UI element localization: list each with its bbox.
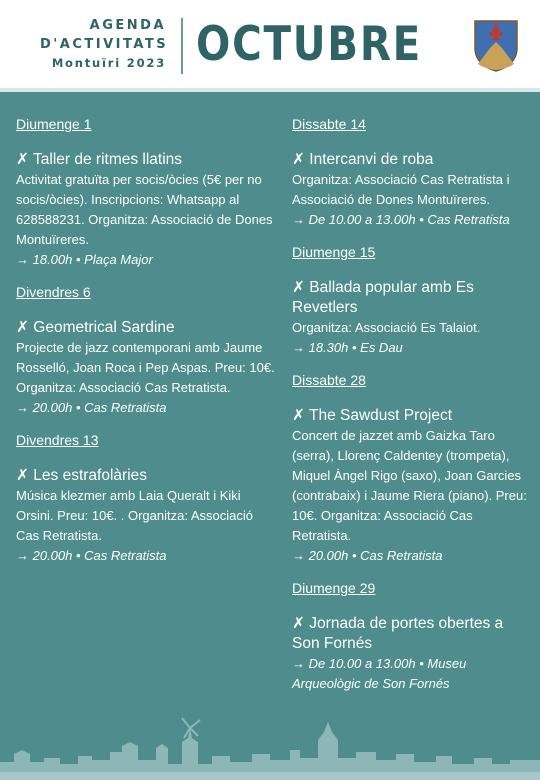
event-title: ✗ Geometrical Sardine — [16, 319, 175, 336]
event-entry — [16, 430, 278, 566]
event-description: Activitat gratuïta per socis/òcies (5€ per no socis/òcies). Inscripcions: Whatsapp al 628588231. Organitza: Associació de Dones Montuïreres. — [16, 172, 273, 247]
event-day: Diumenge 29 — [292, 580, 376, 596]
coat-of-arms-icon — [472, 18, 520, 72]
header-rule — [0, 88, 540, 92]
village-skyline-illustration — [0, 710, 540, 780]
left-column — [16, 114, 278, 578]
event-description: Música klezmer amb Laia Queralt i Kiki Orsini. Preu: 10€. . Organitza: Associació Cas Retratista. — [16, 488, 253, 543]
event-title: ✗ Intercanvi de roba — [292, 151, 434, 168]
event-entry — [16, 114, 278, 270]
event-entry — [292, 114, 532, 230]
event-day: Divendres 13 — [16, 432, 99, 448]
event-time-place: → De 10.00 a 13.00h • Cas Retratista — [292, 212, 510, 227]
event-day: Diumenge 15 — [292, 244, 376, 260]
event-description: Organitza: Associació Cas Retratista i Associació de Dones Montuïreres. — [292, 172, 510, 207]
event-time-place: → 18.30h • Es Dau — [292, 340, 403, 355]
event-time-place: → De 10.00 a 13.00h • Museu Arqueològic de Son Fornés — [292, 656, 467, 691]
event-time-place: → 18.00h • Plaça Major — [16, 252, 153, 267]
header — [0, 0, 540, 90]
event-time-place: → 20.00h • Cas Retratista — [16, 548, 167, 563]
event-description: Concert de jazzet amb Gaizka Taro (serra), Llorenç Caldentey (trompeta), Miquel Àngel Rigo (saxo), Joan Garcies (contrabaix) i Jaume Riera (piano). Preu: 10€. Organitza: Associació Cas Retratista. — [292, 428, 527, 543]
agenda-subtitle: D'ACTIVITATS — [40, 37, 169, 52]
event-entry — [292, 242, 532, 358]
event-day: Diumenge 1 — [16, 116, 92, 132]
event-title: ✗ Jornada de portes obertes a Son Fornés — [292, 615, 504, 652]
event-title: ✗ Les estrafolàries — [16, 467, 148, 484]
event-day: Dissabte 28 — [292, 372, 366, 388]
agenda-location-year: Montuïri 2023 — [51, 56, 166, 70]
month-title: OCTUBRE — [196, 17, 423, 72]
event-entry — [292, 370, 532, 566]
event-description: Organitza: Associació Es Talaiot. — [292, 320, 481, 335]
event-time-place: → 20.00h • Cas Retratista — [16, 400, 167, 415]
right-column — [292, 114, 532, 706]
event-entry — [292, 578, 532, 694]
agenda-title: AGENDA — [89, 18, 166, 33]
event-day: Dissabte 14 — [292, 116, 366, 132]
event-time-place: → 20.00h • Cas Retratista — [292, 548, 443, 563]
event-day: Divendres 6 — [16, 284, 91, 300]
event-title: ✗ The Sawdust Project — [292, 407, 453, 424]
header-divider — [181, 18, 183, 74]
agenda-title-block — [40, 16, 169, 73]
event-description: Projecte de jazz contemporani amb Jaume Rosselló, Joan Roca i Pep Aspas. Preu: 10€. Organitza: Associació Cas Retratista. — [16, 340, 275, 395]
event-title: ✗ Taller de ritmes llatins — [16, 151, 183, 168]
event-title: ✗ Ballada popular amb Es Revetlers — [292, 279, 474, 316]
event-entry — [16, 282, 278, 418]
